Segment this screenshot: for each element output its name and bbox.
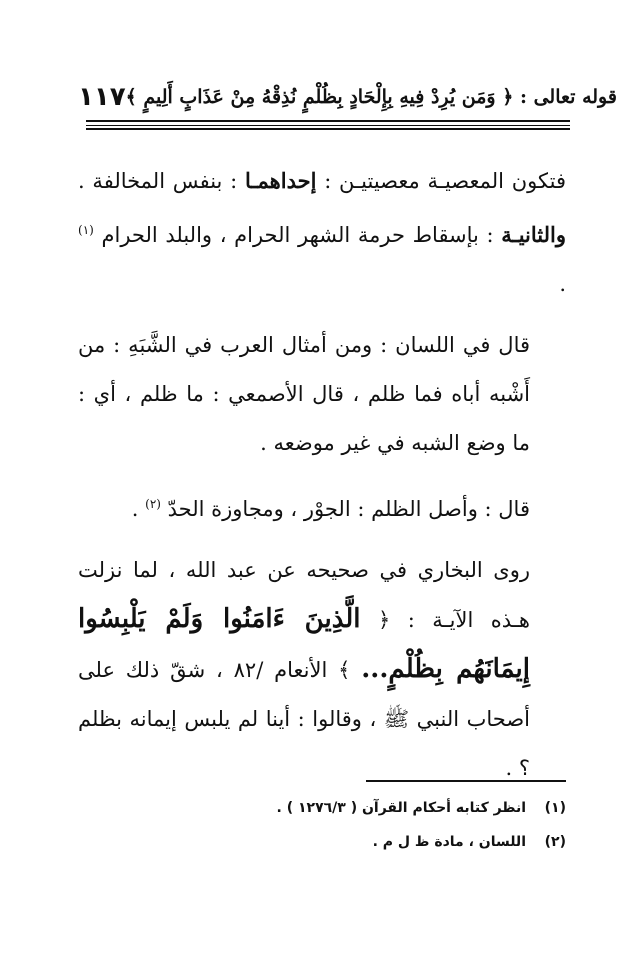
running-title: قوله تعالى : ﴿ وَمَن يُرِدْ فِيهِ بِإِلْحَادٍ بِظُلْمٍ نُذِقْهُ مِنْ عَذَابٍ أَلِيمٍ ﴾ [125, 86, 617, 108]
p3-end: . [131, 497, 146, 521]
header-rule-bottom [86, 128, 570, 130]
footnote-1 [78, 800, 566, 816]
p4-text-2: ﴾ الأنعام /٨٢ ، شقّ ذلك على أصحاب النبي ﷺ ، وقالوا : أينا لم يلبس إيمانه بظلم ؟ . [78, 658, 530, 780]
footnote-ref-1: (١) [78, 223, 94, 237]
paragraph-2: قال في اللسان : ومن أمثال العرب في الشَّبَهِ : من أَشْبه أباه فما ظلم ، قال الأصمعي : ما ظلم ، أي : ما وضع الشبه في غير موضعه . [78, 333, 530, 455]
paragraph-1 [78, 156, 566, 309]
header-rule-middle [86, 125, 570, 126]
p1-text-2: : بنفس المخالفة . [78, 169, 245, 193]
p3-text: قال : وأصل الظلم : الجوْر ، ومجاوزة الحدّ [160, 497, 530, 521]
page-header [78, 80, 617, 114]
page-number: ١١٧ [78, 82, 126, 112]
p1-text-4: . [559, 272, 566, 296]
footnote-2 [78, 834, 566, 850]
paragraph-3 [78, 480, 566, 534]
paragraph-4 [78, 546, 566, 793]
p4-text-1: روى البخاري في صحيحه عن عبد الله ، لما نزلت هـذه الآيـة : ﴿ [78, 558, 530, 632]
p1-bold-2: والثانيـة [501, 222, 566, 247]
quran-verse: الَّذِينَ ءَامَنُوا وَلَمْ يَلْبِسُوا إِيمَانَهُم بِظُلْمٍ... [78, 604, 531, 684]
footnote-1-text: انظر كتابه أحكام القرآن ( ١٢٧٦/٣ ) . [276, 800, 526, 816]
footnote-2-text: اللسان ، مادة ظ ل م . [372, 834, 526, 850]
footnote-separator [366, 780, 566, 782]
p1-text-3: : بإسقاط حرمة الشهر الحرام ، والبلد الحرام [93, 223, 502, 247]
footnote-2-number: (٢) [544, 834, 566, 850]
footnote-1-number: (١) [544, 800, 566, 816]
header-rule-top [86, 120, 570, 122]
main-text [78, 156, 566, 793]
p1-bold-1: إحداهمـا [244, 168, 317, 193]
footnotes [78, 800, 566, 868]
p1-text-1: فتكون المعصيـة معصيتيـن : [316, 169, 566, 193]
footnote-ref-2: (٢) [145, 497, 161, 511]
